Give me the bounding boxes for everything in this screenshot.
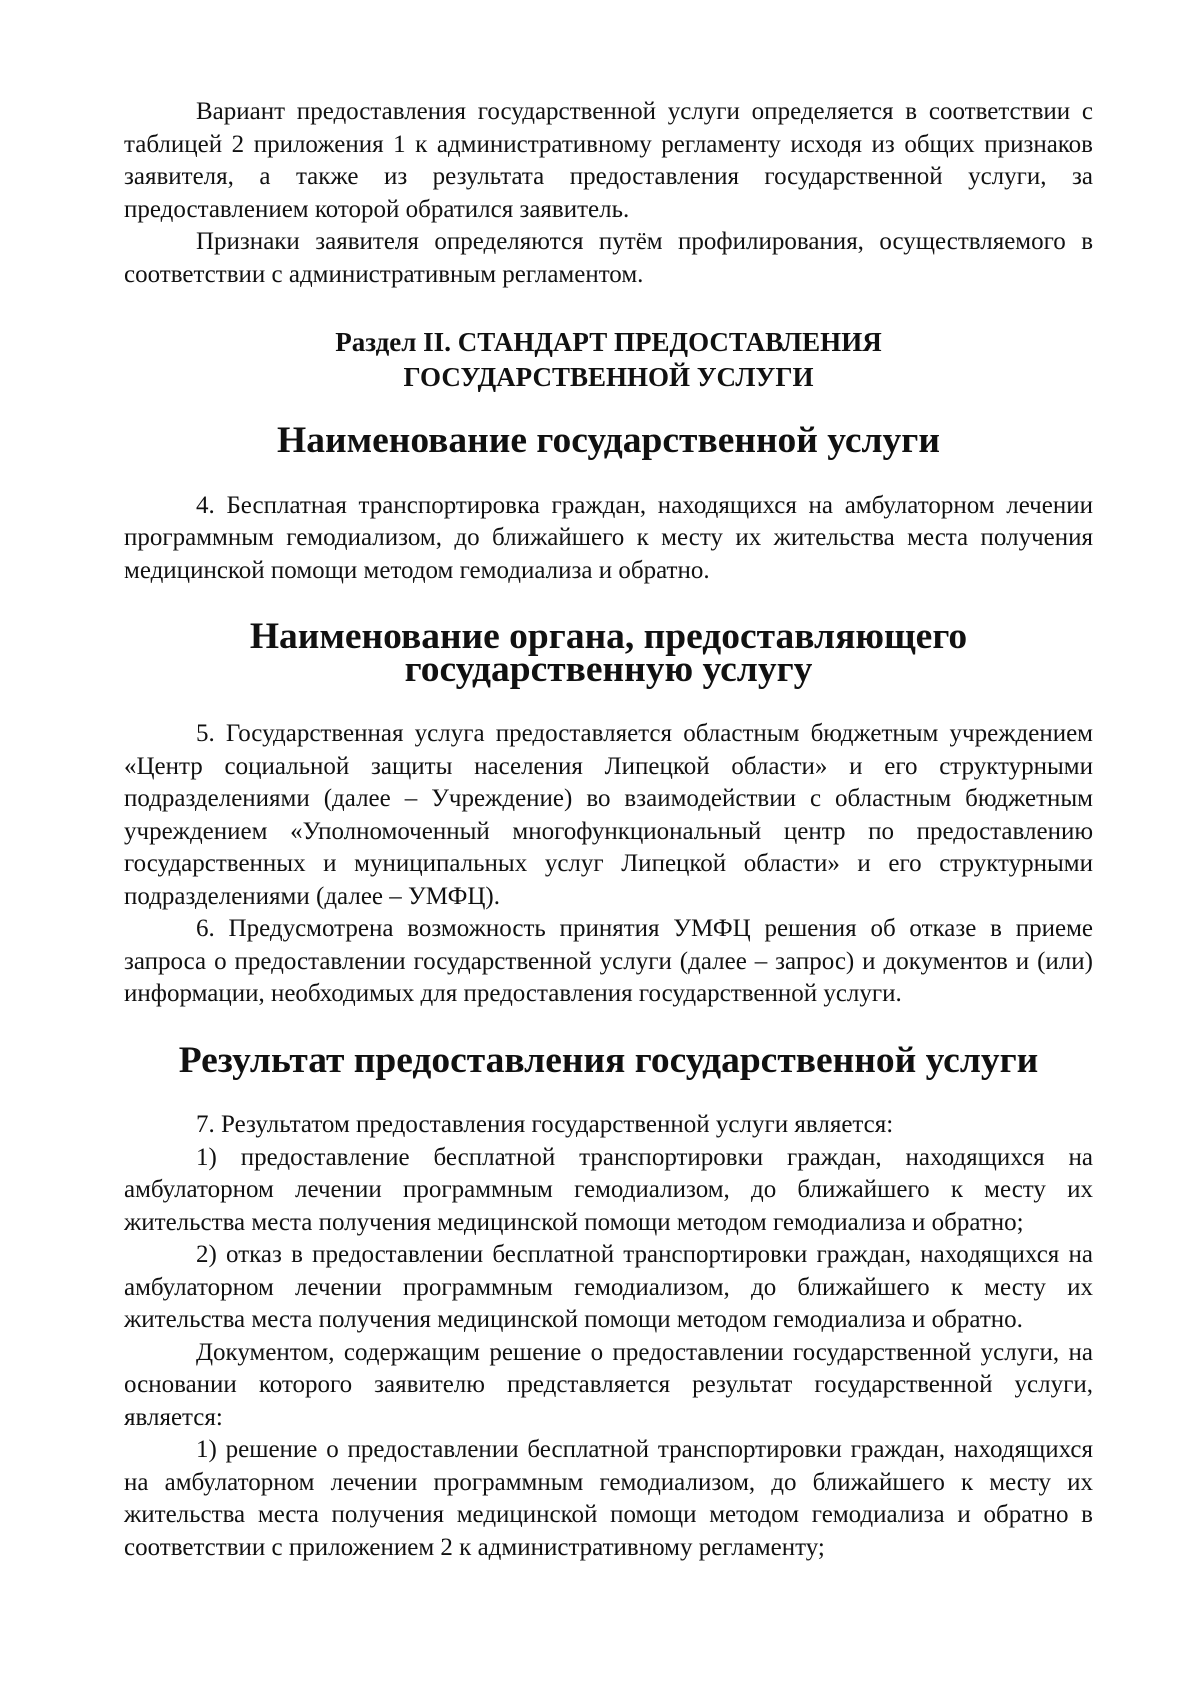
clause-list-item: 1) решение о предоставлении бесплатной транспортировки граждан, находящихся на амбулаторном лечении программным гемодиализом, до ближайшего к месту их жительства места получения медицинской помощи методом гемодиализа и обратно в соответствии с приложением 2 к административному регламенту; — [124, 1436, 1093, 1561]
section-title-line: ГОСУДАРСТВЕННОЙ УСЛУГИ — [403, 362, 814, 392]
clause-paragraph: Документом, содержащим решение о предоставлении государственной услуги, на основании которого заявителю представляется результат государственной услуги, является: — [124, 1338, 1093, 1431]
subsection-heading: Наименование государственной услуги — [277, 420, 940, 461]
section-title-line: Раздел II. СТАНДАРТ ПРЕДОСТАВЛЕНИЯ — [335, 327, 882, 357]
subsection-heading: Наименование органа, предоставляющего государственную услугу — [249, 616, 968, 690]
section-title — [124, 325, 1093, 395]
clause-paragraph: 4. Бесплатная транспортировка граждан, находящихся на амбулаторном лечении программным гемодиализом, до ближайшего к месту их жительства места получения медицинской помощи методом гемодиализа и обратно. — [124, 491, 1093, 584]
clause-paragraph: 5. Государственная услуга предоставляется областным бюджетным учреждением «Центр социальной защиты населения Липецкой области» и его структурными подразделениями (далее – Учреждение) во взаимодействии с областным бюджетным учреждением «Уполномоченный многофункциональный центр по предоставлению государственных и муниципальных услуг Липецкой области» и его структурными подразделениями (далее – УМФЦ). — [124, 720, 1093, 910]
clause-list-item: 1) предоставление бесплатной транспортировки граждан, находящихся на амбулаторном лечении программным гемодиализом, до ближайшего к месту их жительства места получения медицинской помощи методом гемодиализа и обратно; — [124, 1143, 1093, 1236]
clause-paragraph: 7. Результатом предоставления государственной услуги является: — [196, 1111, 894, 1138]
intro-paragraph: Признаки заявителя определяются путём профилирования, осуществляемого в соответствии с административным регламентом. — [124, 228, 1093, 288]
clause-paragraph: 6. Предусмотрена возможность принятия УМФЦ решения об отказе в приеме запроса о предоставлении государственной услуги (далее – запрос) и документов и (или) информации, необходимых для предоставления государственной услуги. — [124, 915, 1093, 1007]
subsection-heading: Результат предоставления государственной услуги — [178, 1039, 1039, 1081]
intro-paragraph: Вариант предоставления государственной услуги определяется в соответствии с таблицей 2 приложения 1 к административному регламенту исходя из общих признаков заявителя, а также из результата предоставления государственной услуги, за предоставлением которой обратился заявитель. — [124, 98, 1093, 223]
clause-list-item: 2) отказ в предоставлении бесплатной транспортировки граждан, находящихся на амбулаторном лечении программным гемодиализом, до ближайшего к месту их жительства места получения медицинской помощи методом гемодиализа и обратно. — [124, 1241, 1093, 1333]
